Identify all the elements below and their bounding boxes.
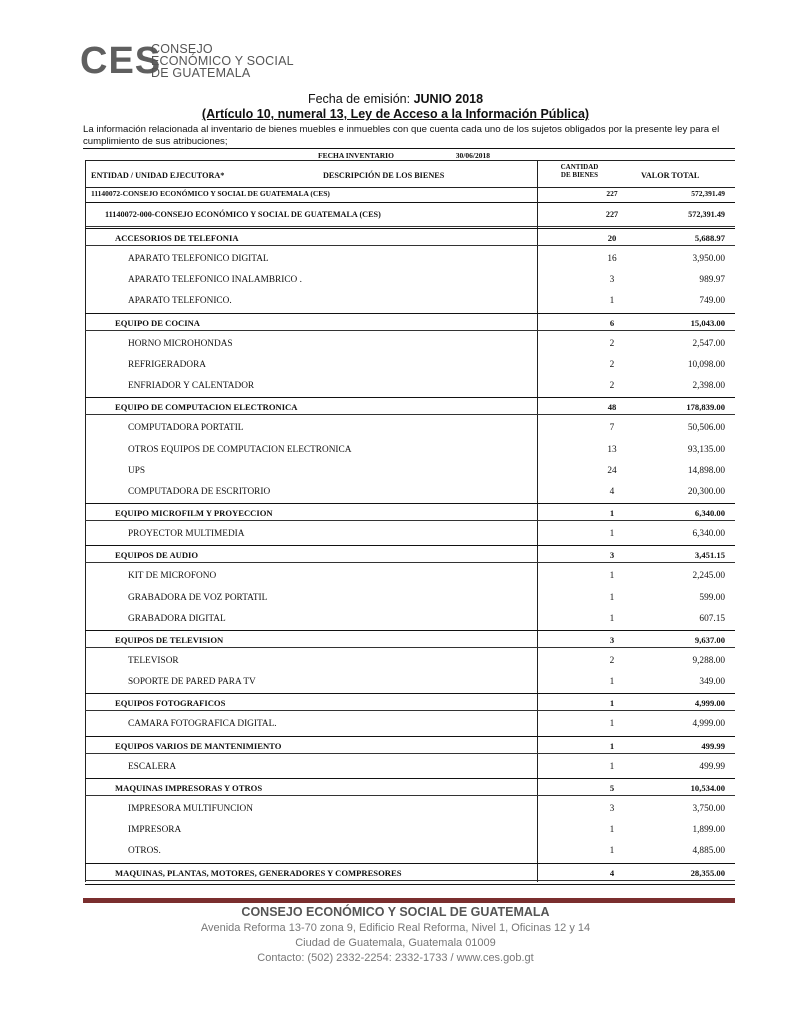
row-value: 93,135.00	[687, 444, 725, 455]
col-entity: ENTIDAD / UNIDAD EJECUTORA*	[91, 171, 225, 180]
row-description: MAQUINAS IMPRESORAS Y OTROS	[115, 782, 263, 793]
row-value: 349.00	[699, 677, 725, 688]
row-description: EQUIPOS DE AUDIO	[115, 550, 199, 561]
row-quantity: 1	[609, 677, 615, 688]
row-quantity: 3	[609, 634, 615, 645]
row-description: EQUIPO DE COCINA	[115, 317, 200, 328]
row-divider	[85, 330, 735, 331]
row-divider	[85, 545, 735, 546]
row-quantity: 4	[609, 486, 615, 497]
row-quantity: 227	[606, 189, 618, 198]
row-quantity: 13	[607, 444, 617, 455]
row-description: SOPORTE DE PARED PARA TV	[128, 677, 256, 688]
row-description: APARATO TELEFONICO INALAMBRICO .	[128, 275, 302, 286]
row-description: PROYECTOR MULTIMEDIA	[128, 529, 245, 540]
inventory-table	[85, 160, 735, 878]
row-value: 989.97	[699, 275, 725, 286]
inventory-date-label: FECHA INVENTARIO	[318, 151, 394, 160]
row-quantity: 1	[609, 507, 615, 518]
emission-date-value: JUNIO 2018	[413, 92, 484, 106]
row-description: MAQUINAS, PLANTAS, MOTORES, GENERADORES Y COMPRESORES	[115, 867, 402, 878]
row-value: 1,899.00	[692, 825, 725, 836]
row-quantity: 1	[609, 698, 615, 709]
row-quantity: 1	[609, 846, 615, 857]
divider	[83, 148, 735, 149]
row-divider	[85, 710, 735, 711]
row-value: 4,885.00	[692, 846, 725, 857]
row-divider	[85, 778, 735, 779]
row-value: 20,300.00	[687, 486, 725, 497]
row-description: IMPRESORA MULTIFUNCION	[128, 804, 253, 815]
row-divider	[85, 562, 735, 563]
row-description: OTROS EQUIPOS DE COMPUTACION ELECTRONICA	[128, 444, 352, 455]
row-quantity: 20	[607, 233, 617, 243]
row-quantity: 227	[605, 210, 619, 219]
row-description: EQUIPO DE COMPUTACION ELECTRONICA	[115, 402, 298, 413]
row-divider	[85, 313, 735, 314]
row-value: 15,043.00	[690, 317, 725, 328]
row-quantity: 1	[609, 825, 615, 836]
row-divider	[85, 228, 735, 229]
row-value: 2,547.00	[692, 338, 725, 349]
row-quantity: 1	[609, 761, 615, 772]
row-quantity: 3	[609, 550, 615, 561]
col-description: DESCRIPCIÓN DE LOS BIENES	[323, 171, 445, 180]
row-value: 2,245.00	[692, 571, 725, 582]
logo-mark: CES	[80, 40, 162, 82]
row-divider	[85, 693, 735, 694]
row-description: IMPRESORA	[128, 825, 182, 836]
logo-text	[151, 43, 294, 79]
row-value: 3,950.00	[692, 254, 725, 265]
row-value: 499.99	[701, 740, 725, 751]
emission-date-label: Fecha de emisión:	[307, 92, 411, 106]
row-quantity: 2	[609, 359, 615, 370]
row-quantity: 2	[609, 381, 615, 392]
row-description: COMPUTADORA DE ESCRITORIO	[128, 486, 271, 497]
row-value: 749.00	[699, 296, 725, 307]
row-description: GRABADORA DE VOZ PORTATIL	[128, 592, 268, 603]
row-description: TELEVISOR	[128, 656, 179, 666]
row-value: 10,534.00	[690, 782, 725, 793]
divider	[85, 161, 86, 187]
row-quantity: 6	[609, 317, 615, 328]
row-value: 499.99	[699, 761, 725, 772]
row-quantity: 3	[609, 804, 615, 815]
row-description: APARATO TELEFONICO DIGITAL	[128, 254, 269, 265]
row-divider	[85, 647, 735, 648]
row-value: 6,340.00	[694, 507, 725, 518]
row-value: 572,391.49	[691, 189, 725, 198]
row-quantity: 16	[607, 254, 617, 265]
logo-line-3: DE GUATEMALA	[151, 66, 251, 80]
row-divider	[85, 226, 735, 227]
row-description: 11140072-CONSEJO ECONÓMICO Y SOCIAL DE GUATEMALA (CES)	[91, 189, 330, 198]
row-quantity: 7	[609, 423, 615, 434]
row-quantity: 3	[609, 275, 615, 286]
footer-address: Avenida Reforma 13-70 zona 9, Edificio Real Reforma, Nivel 1, Oficinas 12 y 14	[200, 922, 591, 934]
inventory-date-value: 30/06/2018	[455, 151, 490, 160]
row-description: ESCALERA	[128, 761, 177, 772]
row-value: 607.15	[699, 613, 725, 624]
row-divider	[85, 414, 735, 415]
row-quantity: 5	[609, 782, 615, 793]
row-value: 9,288.00	[692, 656, 725, 666]
row-quantity: 1	[609, 571, 615, 582]
row-divider	[85, 630, 735, 631]
row-value: 3,750.00	[692, 804, 725, 815]
footer-org: CONSEJO ECONÓMICO Y SOCIAL DE GUATEMALA	[241, 905, 550, 919]
inventory-date	[318, 151, 490, 160]
row-value: 599.00	[699, 592, 725, 603]
row-value: 28,355.00	[690, 867, 725, 878]
logo-line-1: CONSEJO	[151, 42, 213, 56]
row-description: UPS	[128, 465, 146, 476]
row-divider	[85, 245, 735, 246]
row-description: KIT DE MICROFONO	[128, 571, 217, 582]
row-description: HORNO MICROHONDAS	[128, 338, 233, 349]
legal-reference: (Artículo 10, numeral 13, Ley de Acceso a la Información Pública)	[201, 107, 590, 121]
row-value: 9,637.00	[694, 634, 725, 645]
row-description: GRABADORA DIGITAL	[128, 613, 226, 624]
row-value: 178,839.00	[686, 402, 725, 413]
row-quantity: 1	[609, 719, 615, 730]
col-total-value: VALOR TOTAL	[641, 171, 700, 180]
row-quantity: 1	[609, 613, 615, 624]
row-divider	[85, 202, 735, 203]
row-description: APARATO TELEFONICO.	[128, 296, 232, 307]
row-value: 4,999.00	[692, 719, 725, 730]
row-divider	[85, 503, 735, 504]
row-divider	[85, 880, 735, 881]
row-value: 14,898.00	[687, 465, 725, 476]
row-description: CAMARA FOTOGRAFICA DIGITAL.	[128, 719, 277, 730]
row-quantity: 1	[609, 740, 615, 751]
row-quantity: 1	[609, 296, 615, 307]
emission-date	[0, 92, 791, 106]
footer-bar	[83, 898, 735, 903]
row-description: EQUIPO MICROFILM Y PROYECCION	[115, 507, 273, 518]
col-quantity-line-1: CANTIDAD	[560, 163, 599, 171]
row-divider	[85, 397, 735, 398]
row-quantity: 2	[609, 338, 615, 349]
col-quantity-line-2: DE BIENES	[560, 171, 599, 179]
row-quantity: 1	[609, 529, 615, 540]
col-quantity	[557, 163, 602, 179]
row-description: ACCESORIOS DE TELEFONIA	[115, 233, 239, 243]
row-quantity: 24	[607, 465, 617, 476]
row-description: REFRIGERADORA	[128, 359, 206, 370]
row-quantity: 2	[609, 656, 615, 666]
row-quantity: 4	[609, 867, 615, 878]
row-value: 10,098.00	[687, 359, 725, 370]
row-value: 3,451.15	[694, 550, 725, 561]
footer-contact: Contacto: (502) 2332-2254: 2332-1733 / www.ces.gob.gt	[257, 952, 534, 964]
row-description: OTROS.	[128, 846, 161, 857]
footer-city: Ciudad de Guatemala, Guatemala 01009	[295, 937, 496, 949]
row-divider	[85, 736, 735, 737]
row-description: COMPUTADORA PORTATIL	[128, 423, 244, 434]
row-divider	[85, 884, 735, 885]
row-quantity: 1	[609, 592, 615, 603]
row-description: EQUIPOS FOTOGRAFICOS	[115, 698, 226, 709]
row-value: 6,340.00	[692, 529, 725, 540]
row-divider	[85, 520, 735, 521]
divider	[537, 161, 538, 187]
row-quantity: 48	[607, 402, 617, 413]
row-value: 572,391.49	[688, 210, 725, 219]
row-description: 11140072-000-CONSEJO ECONÓMICO Y SOCIAL DE GUATEMALA (CES)	[105, 210, 381, 219]
row-description: EQUIPOS VARIOS DE MANTENIMIENTO	[115, 740, 282, 751]
row-description: EQUIPOS DE TELEVISION	[115, 634, 224, 645]
row-divider	[85, 795, 735, 796]
row-value: 5,688.97	[694, 233, 725, 243]
intro-paragraph: La información relacionada al inventario de bienes muebles e inmuebles con que cuenta cada uno de los sujetos obligados por la presente ley para el cumplimiento de sus atribuciones;	[83, 124, 720, 147]
logo-line-2: ECONÓMICO Y SOCIAL	[151, 54, 294, 68]
row-divider	[85, 863, 735, 864]
row-description: ENFRIADOR Y CALENTADOR	[128, 381, 255, 392]
row-value: 2,398.00	[692, 381, 725, 392]
table-header	[85, 160, 735, 188]
row-value: 50,506.00	[687, 423, 725, 434]
row-value: 4,999.00	[694, 698, 725, 709]
row-divider	[85, 753, 735, 754]
